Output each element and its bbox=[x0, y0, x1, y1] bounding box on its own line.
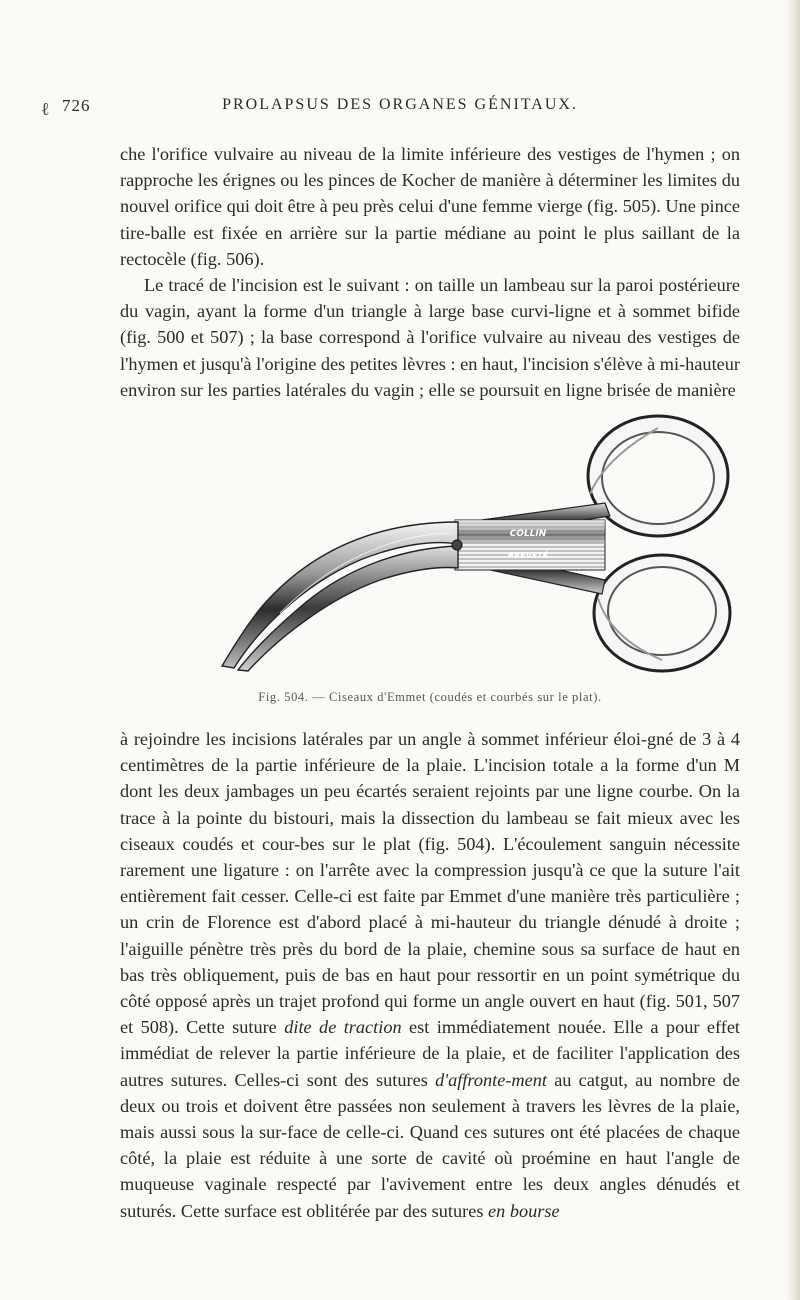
paragraph-text: au catgut, au nombre de deux ou trois et doivent être passées non seulement à travers les lèvres de la plaie, mais aussi sous la sur-face de celle-ci. Quand ces sutures ont été placées de chaque côté, la plaie est réduite à une sorte de cavité où proémine en haut l'angle de muqueuse vaginale respecté par l'avivement entre les deux angles dénudés et suturés. Cette surface est oblitérée par des sutures bbox=[120, 1069, 740, 1221]
paragraph-text: che l'orifice vulvaire au niveau de la limite inférieure des vestiges de l'hymen ; on rapproche les érignes ou les pinces de Kocher de manière à déterminer les limites du nouvel orifice qui doit être à peu près celui d'une femme vierge (fig. 505). Une pince tire-balle est fixée en arrière sur la partie médiane au point le plus saillant de la rectocèle (fig. 506). bbox=[120, 144, 740, 269]
paragraph-text: Le tracé de l'incision est le suivant : on taille un lambeau sur la paroi postérieure du vagin, ayant la forme d'un triangle à large base curvi-ligne et à sommet bifide (fig. 500 et 507) ; la base correspond à l'orifice vulvaire au niveau des vestiges de l'hymen et jusqu'à l'origine des petites lèvres : en haut, l'incision s'élève à mi-hauteur environ sur les parties latérales du vagin ; elle se poursuit en ligne brisée de manière bbox=[120, 275, 740, 400]
margin-mark: ℓ bbox=[41, 99, 50, 119]
paragraph bbox=[120, 272, 740, 403]
pivot-screw bbox=[452, 540, 462, 550]
paragraph bbox=[120, 726, 740, 1224]
engraved-label-top: COLLIN bbox=[509, 529, 547, 539]
engraved-label-bottom: BREVETÉ bbox=[507, 551, 549, 560]
scissors-illustration bbox=[210, 398, 740, 678]
text-block-bottom bbox=[120, 726, 740, 1224]
paragraph-text: est immédiatement nouée. Elle a pour effet immédiat de relever la partie inférieure de la plaie, et de faciliter l'application des autres sutures. Celles-ci sont des sutures bbox=[120, 1017, 741, 1090]
paragraph bbox=[120, 141, 740, 272]
page-header bbox=[60, 96, 740, 120]
lower-ring-handle bbox=[594, 555, 730, 671]
paragraph-text: à rejoindre les incisions latérales par un angle à sommet inférieur éloi-gné de 3 à 4 centimètres de la partie inférieure de la plaie. L'incision totale a la forme d'un M dont les deux jambages un peu écartés seraient rejoints par une ligne courbe. On la trace à la pointe du bistouri, mais la dissection du lambeau se fait mieux avec les ciseaux coudés et cour-bes sur le plat (fig. 504). L'écoulement sanguin nécessite rarement une ligature : on l'arrête avec la compression jusqu'à ce que la suture l'ait entièrement fait cesser. Celle-ci est faite par Emmet d'une manière très particulière ; un crin de Florence est d'abord placé à mi-hauteur du triangle dénudé à droite ; l'aiguille pénètre très près du bord de la plaie, chemine sous sa surface de haut en bas très obliquement, puis de bas en haut pour ressortir en un point symétrique du côté opposé après un trajet profond qui forme un angle ouvert en haut (fig. 501, 507 et 508). Cette suture bbox=[120, 729, 740, 1038]
italic-text: d'affronte-ment bbox=[435, 1069, 547, 1090]
page-number: 726 bbox=[62, 96, 91, 115]
text-block-top bbox=[120, 141, 740, 403]
figure-emmet-scissors bbox=[210, 398, 740, 678]
upper-ring-handle bbox=[588, 416, 728, 536]
running-title: PROLAPSUS DES ORGANES GÉNITAUX. bbox=[222, 96, 578, 113]
italic-text: dite de traction bbox=[284, 1017, 402, 1038]
figure-caption: Fig. 504. — Ciseaux d'Emmet (coudés et courbés sur le plat). bbox=[258, 690, 602, 704]
italic-text: en bourse bbox=[488, 1200, 560, 1221]
page-edge-shadow bbox=[786, 0, 800, 1300]
